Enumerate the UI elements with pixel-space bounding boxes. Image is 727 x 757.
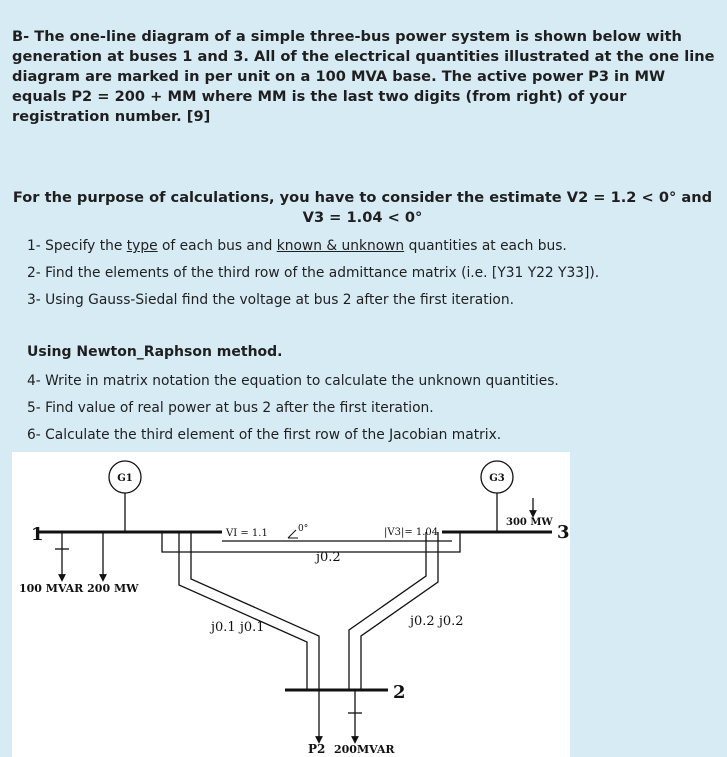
label-bus-1: 1 bbox=[31, 524, 44, 545]
angle-symbol-icon bbox=[288, 530, 298, 538]
task-5: 5- Find value of real power at bus 2 after the first iteration. bbox=[27, 400, 434, 416]
task-6: 6- Calculate the third element of the first row of the Jacobian matrix. bbox=[27, 427, 502, 443]
estimate-note: For the purpose of calculations, you have to consider the estimate V2 = 1.2 < 0° and V3 = 1.04 < 0° bbox=[12, 189, 713, 226]
label-load-2-q: 200MVAR bbox=[334, 743, 395, 756]
label-bus-3: 3 bbox=[557, 522, 570, 543]
task-1-prefix: 1- Specify the bbox=[27, 238, 127, 254]
label-z12: j0.1 j0.1 bbox=[211, 620, 265, 635]
task-1-suffix: quantities at each bus. bbox=[404, 238, 567, 254]
label-g1: G1 bbox=[117, 473, 133, 484]
one-line-diagram-svg bbox=[12, 452, 570, 757]
line-1-2-a bbox=[179, 532, 307, 690]
label-bus-2: 2 bbox=[393, 682, 406, 703]
label-g3: G3 bbox=[489, 473, 505, 484]
one-line-diagram bbox=[12, 452, 570, 757]
task-1-middle: of each bus and bbox=[157, 238, 277, 254]
label-gen-3-power: 300 MW bbox=[506, 517, 553, 528]
label-p2: P2 bbox=[308, 742, 326, 756]
label-z23: j0.2 j0.2 bbox=[410, 614, 464, 629]
task-1-type: type bbox=[126, 238, 158, 254]
newton-raphson-heading: Using Newton_Raphson method. bbox=[27, 344, 283, 360]
label-v1: VI = 1.1 bbox=[226, 528, 268, 539]
task-1 bbox=[27, 237, 567, 255]
label-v1-angle: 0° bbox=[298, 524, 309, 534]
task-2: 2- Find the elements of the third row of the admittance matrix (i.e. [Y31 Y22 Y33]). bbox=[27, 265, 600, 281]
line-1-2-b bbox=[191, 532, 319, 690]
task-4: 4- Write in matrix notation the equation to calculate the unknown quantities. bbox=[27, 373, 559, 389]
label-load-1: 100 MVAR 200 MW bbox=[19, 582, 139, 595]
problem-statement: B- The one-line diagram of a simple three-bus power system is shown below with generation at buses 1 and 3. All of the electrical quantities illustrated at the one line diagram are marked in per unit on a 100 MVA base. The active power P3 in MW equals P2 = 200 + MM where MM is the last two digits (from right) of your registration number. [9] bbox=[12, 28, 715, 125]
label-z13: j0.2 bbox=[316, 550, 341, 565]
label-v3: |V3|= 1.04 bbox=[384, 527, 439, 538]
task-3: 3- Using Gauss-Siedal find the voltage at bus 2 after the first iteration. bbox=[27, 292, 515, 308]
task-1-known-unknown: known & unknown bbox=[276, 238, 405, 254]
